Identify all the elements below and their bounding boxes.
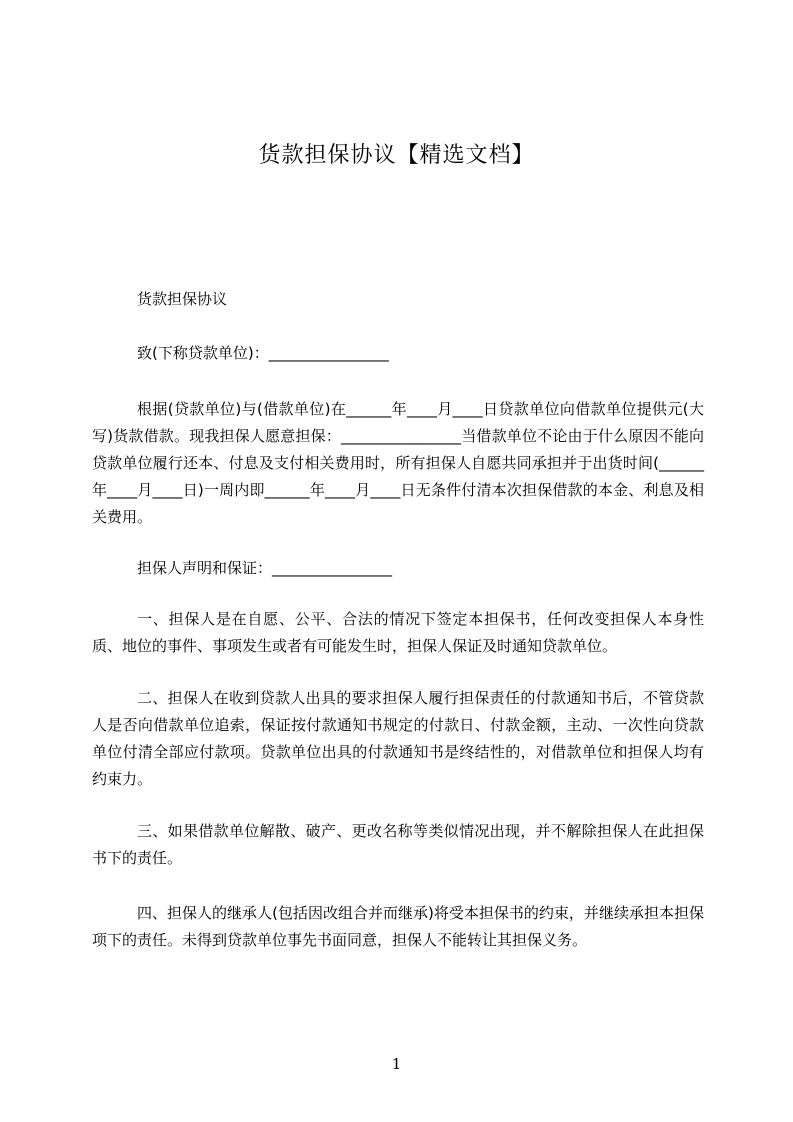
intro-paragraph: 根据(贷款单位)与(借款单位)在______年____月____日贷款单位向借款单位提供元(大写)货款借款。现我担保人愿意担保：________________当借款单位不论由于什么原因不能向贷款单位履行还本、付息及支付相关费用时，所有担保人自愿共同承担并于出货时间(______年____月____日)一周内即______年____月____日无条件付清本次担保借款的本金、利息及相关费用。 (92, 400, 704, 526)
clause-4: 四、担保人的继承人(包括因改组合并而继承)将受本担保书的约束，并继续承担本担保项下的责任。未得到贷款单位事先书面同意，担保人不能转让其担保义务。 (92, 904, 704, 949)
clause-2: 二、担保人在收到贷款人出具的要求担保人履行担保责任的付款通知书后，不管贷款人是否向借款单位追索，保证按付款通知书规定的付款日、付款金额，主动、一次性向贷款单位付清全部应付款项。贷款单位出具的付款通知书是终结性的，对借款单位和担保人均有约束力。 (92, 689, 704, 788)
agreement-heading: 货款担保协议 (137, 290, 228, 308)
declaration-line: 担保人声明和保证：________________ (137, 559, 393, 577)
addressee-line: 致(下称贷款单位)：________________ (137, 344, 389, 362)
clause-1: 一、担保人是在自愿、公平、合法的情况下签定本担保书，任何改变担保人本身性质、地位的事件、事项发生或者有可能发生时，担保人保证及时通知贷款单位。 (92, 610, 704, 655)
page-number: 1 (391, 1055, 402, 1073)
clause-3: 三、如果借款单位解散、破产、更改名称等类似情况出现，并不解除担保人在此担保书下的责任。 (92, 822, 704, 867)
document-title: 货款担保协议【精选文档】 (258, 143, 535, 168)
